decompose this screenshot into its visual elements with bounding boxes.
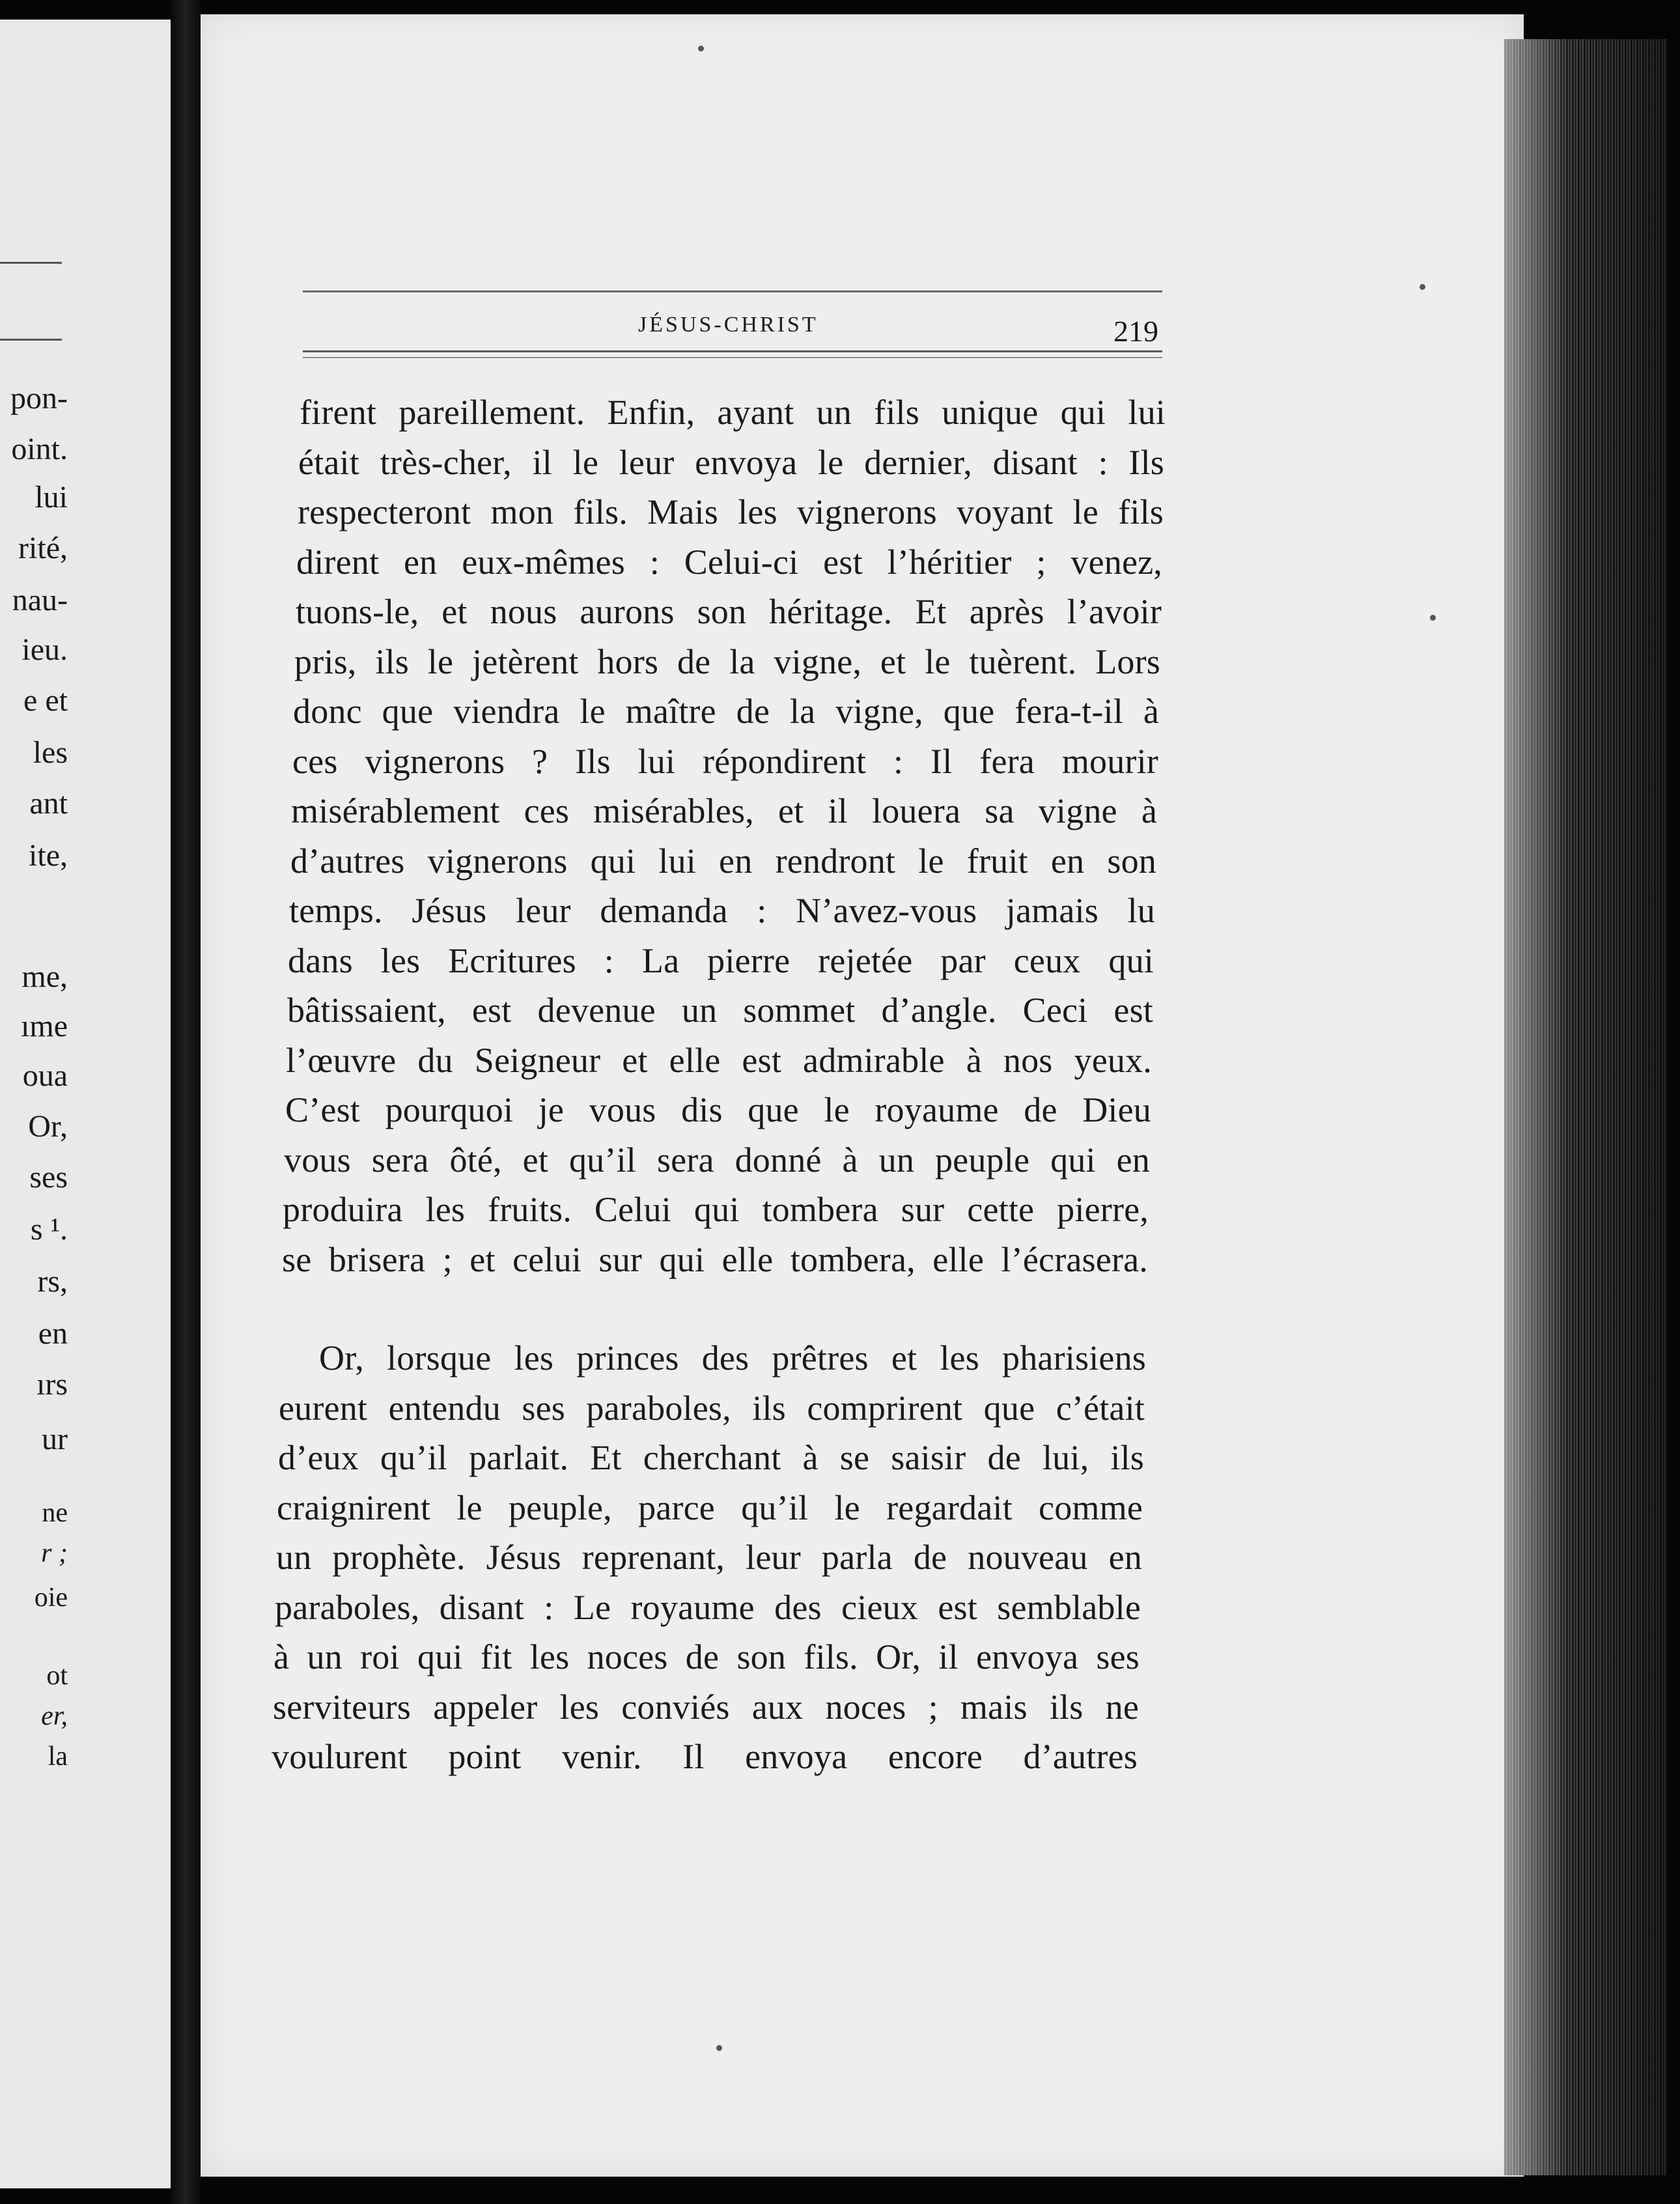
- paragraph-2-line: craignirent le peuple, parce qu’il le regardait comme: [277, 1488, 1143, 1527]
- left-page-line: er,: [41, 1701, 68, 1731]
- paragraph-1-line: donc que viendra le maître de la vigne, que fera-t-il à: [293, 692, 1159, 731]
- left-page-rule-bottom: [0, 339, 62, 341]
- left-page-line: e et: [23, 683, 68, 718]
- paragraph-1-line: produira les fruits. Celui qui tombera sur cette pierre,: [283, 1190, 1149, 1229]
- paragraph-2-line: d’eux qu’il parlait. Et cherchant à se saisir de lui, ils: [278, 1438, 1144, 1477]
- left-page-line: la: [48, 1742, 68, 1772]
- paragraph-1-line: se brisera ; et celui sur qui elle tombera, elle l’écrasera.: [282, 1239, 1148, 1279]
- left-page-line: rs,: [37, 1264, 68, 1299]
- paragraph-1-line: misérablement ces misérables, et il louera sa vigne à: [291, 791, 1157, 830]
- paragraph-2-line: eurent entendu ses paraboles, ils comprirent que c’était: [279, 1388, 1145, 1428]
- left-page-line: ot: [46, 1661, 68, 1691]
- page-number: 219: [1113, 315, 1158, 348]
- header-rule-bottom-thin: [303, 357, 1162, 358]
- dust-speck: [716, 2045, 722, 2051]
- paragraph-1-line: pris, ils le jetèrent hors de la vigne, et le tuèrent. Lors: [294, 642, 1160, 681]
- paragraph-1-line: respecteront mon fils. Mais les vignerons voyant le fils: [298, 492, 1164, 531]
- left-page-line: oie: [34, 1583, 68, 1613]
- dust-speck: [698, 46, 704, 51]
- left-page-line: r ;: [41, 1538, 68, 1568]
- left-page-line: ırs: [36, 1367, 68, 1402]
- left-page-line: ses: [29, 1160, 68, 1194]
- left-page-line: nau-: [12, 583, 68, 617]
- left-page-line: oint.: [11, 432, 68, 466]
- header-rule-top: [303, 290, 1162, 292]
- dust-speck: [1420, 284, 1425, 290]
- paragraph-2-line: voulurent point venir. Il envoya encore d’autres: [272, 1737, 1138, 1776]
- dust-speck: [1430, 615, 1436, 621]
- left-page-line: les: [33, 735, 68, 770]
- left-page-line: en: [38, 1316, 68, 1351]
- left-page-line: ite,: [29, 838, 68, 873]
- left-page-line: ieu.: [21, 632, 68, 667]
- paragraph-2-line: à un roi qui fit les noces de son fils. Or, il envoya ses: [273, 1637, 1140, 1676]
- left-facing-page: [0, 20, 171, 2188]
- paragraph-1-line: l’œuvre du Seigneur et elle est admirable à nos yeux.: [286, 1040, 1152, 1080]
- paragraph-1-line: d’autres vignerons qui lui en rendront le fruit en son: [290, 841, 1156, 881]
- left-page-line: oua: [22, 1058, 68, 1093]
- left-page-line: s ¹.: [30, 1212, 68, 1247]
- paragraph-1-line: bâtissaient, est devenue un sommet d’angle. Ceci est: [287, 991, 1153, 1030]
- paragraph-1-line: était très-cher, il le leur envoya le dernier, disant : Ils: [298, 442, 1164, 482]
- paragraph-1-line: temps. Jésus leur demanda : N’avez-vous jamais lu: [289, 891, 1155, 930]
- paragraph-1-line: tuons-le, et nous aurons son héritage. Et après l’avoir: [296, 592, 1162, 631]
- paragraph-2-line: serviteurs appeler les conviés aux noces ; mais ils ne: [273, 1687, 1139, 1727]
- paragraph-1-line: dirent en eux-mêmes : Celui-ci est l’héritier ; venez,: [296, 542, 1162, 582]
- left-page-line: ur: [42, 1422, 68, 1456]
- left-page-line: ant: [29, 786, 68, 821]
- paragraph-2-line: paraboles, disant : Le royaume des cieux est semblable: [275, 1587, 1141, 1627]
- paragraph-1-line: firent pareillement. Enfin, ayant un fils unique qui lui: [300, 393, 1166, 432]
- left-page-rule-top: [0, 262, 62, 264]
- book-gutter: [171, 0, 201, 2204]
- running-head: JÉSUS-CHRIST: [638, 313, 819, 337]
- paragraph-1-line: C’est pourquoi je vous dis que le royaume de Dieu: [285, 1090, 1151, 1129]
- left-page-line: ne: [42, 1498, 68, 1528]
- left-page-line: ıme: [21, 1009, 68, 1043]
- left-page-line: rité,: [18, 531, 68, 565]
- header-rule-bottom: [303, 350, 1162, 352]
- paragraph-1-line: ces vignerons ? Ils lui répondirent : Il fera mourir: [292, 741, 1158, 781]
- left-page-line: Or,: [28, 1109, 68, 1144]
- left-page-line: me,: [21, 959, 68, 994]
- paragraph-1-line: vous sera ôté, et qu’il sera donné à un peuple qui en: [284, 1140, 1150, 1180]
- paragraph-1-line: dans les Ecritures : La pierre rejetée par ceux qui: [288, 940, 1154, 980]
- page-edges: [1504, 39, 1667, 2175]
- left-page-line: pon-: [10, 381, 68, 416]
- paragraph-2-line: un prophète. Jésus reprenant, leur parla de nouveau en: [276, 1538, 1142, 1577]
- left-page-line: lui: [35, 480, 68, 515]
- paragraph-2-line: Or, lorsque les princes des prêtres et les pharisiens: [319, 1338, 1146, 1378]
